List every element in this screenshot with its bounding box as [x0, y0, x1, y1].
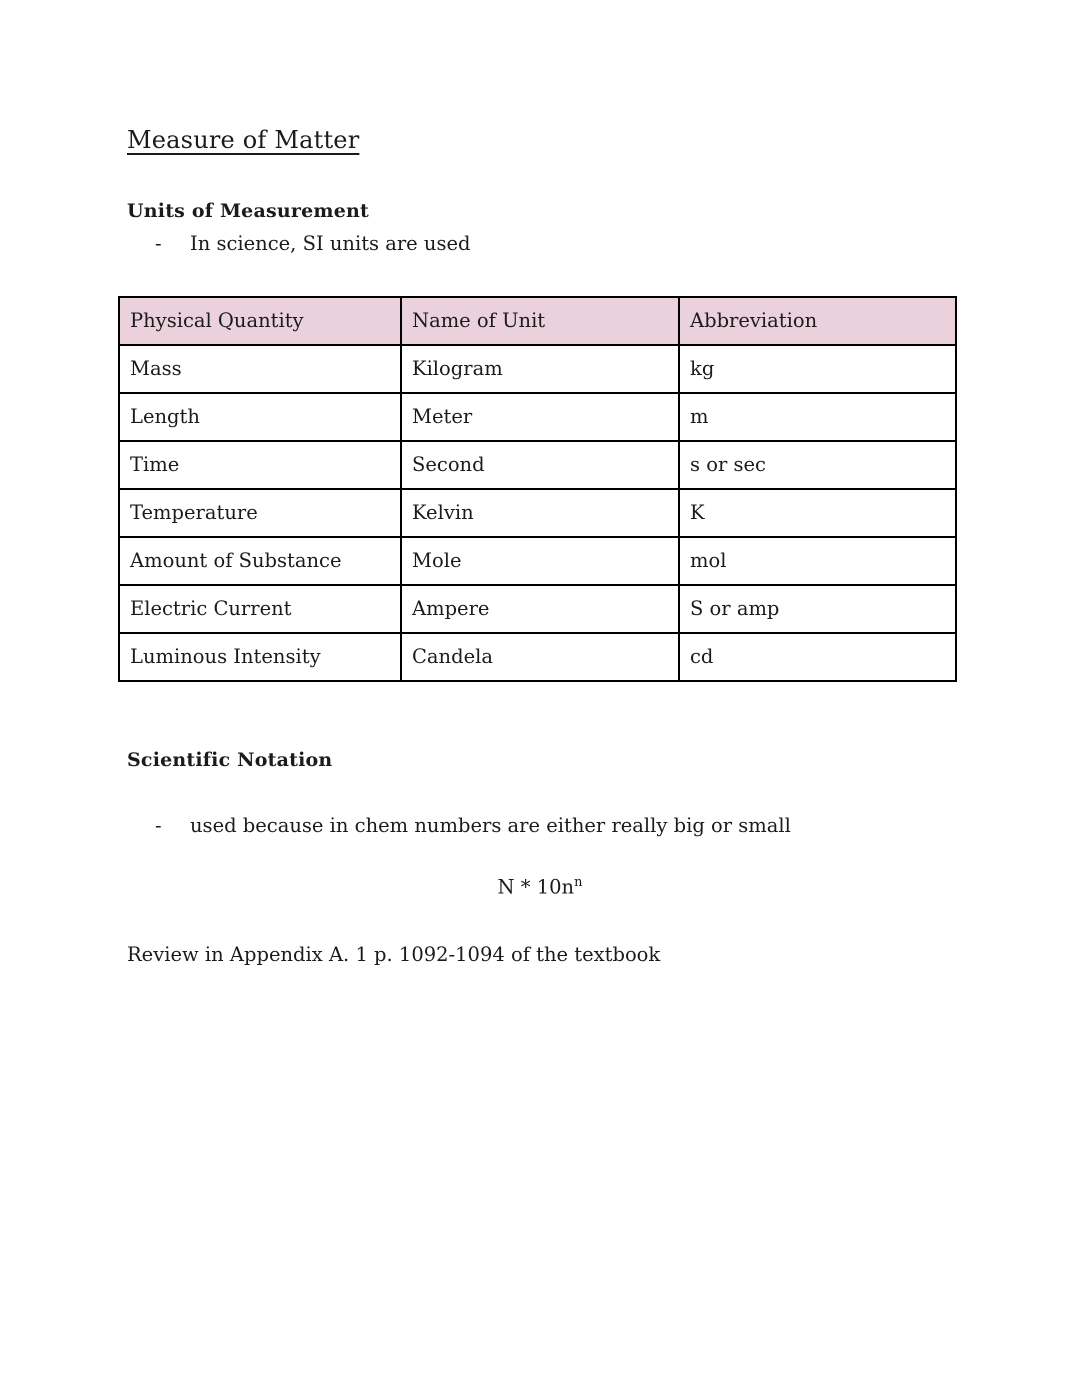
header-physical-quantity: Physical Quantity	[119, 297, 401, 345]
table-row	[119, 441, 956, 489]
scientific-notation-formula	[0, 875, 1080, 899]
table-cell: K	[679, 489, 956, 537]
table-cell: Mole	[401, 537, 679, 585]
scientific-notation-heading: Scientific Notation	[127, 749, 333, 771]
units-bullet-text: In science, SI units are used	[190, 232, 471, 255]
table-cell: S or amp	[679, 585, 956, 633]
table-cell: Candela	[401, 633, 679, 681]
formula-base: N * 10n	[497, 875, 575, 899]
table-cell: s or sec	[679, 441, 956, 489]
table-cell: Luminous Intensity	[119, 633, 401, 681]
table-cell: Kilogram	[401, 345, 679, 393]
table-cell: Temperature	[119, 489, 401, 537]
table-cell: Ampere	[401, 585, 679, 633]
bullet-dash: -	[155, 814, 162, 837]
review-note: Review in Appendix A. 1 p. 1092-1094 of the textbook	[127, 943, 661, 966]
si-units-table	[118, 296, 957, 682]
table-cell: Meter	[401, 393, 679, 441]
table-header-row	[119, 297, 956, 345]
table-row	[119, 345, 956, 393]
table-row	[119, 489, 956, 537]
table-cell: mol	[679, 537, 956, 585]
formula-exponent: n	[574, 875, 583, 890]
units-bullet-item	[155, 232, 471, 255]
table-cell: m	[679, 393, 956, 441]
table-cell: Electric Current	[119, 585, 401, 633]
table-cell: Kelvin	[401, 489, 679, 537]
header-name-of-unit: Name of Unit	[401, 297, 679, 345]
table-cell: Time	[119, 441, 401, 489]
scientific-notation-bullet-text: used because in chem numbers are either really big or small	[190, 814, 791, 837]
table-row	[119, 393, 956, 441]
page-title: Measure of Matter	[127, 126, 360, 154]
table-cell: Length	[119, 393, 401, 441]
table-row	[119, 585, 956, 633]
table-cell: Second	[401, 441, 679, 489]
table-cell: cd	[679, 633, 956, 681]
scientific-notation-bullet-item	[155, 814, 791, 837]
bullet-dash: -	[155, 232, 162, 255]
units-of-measurement-heading: Units of Measurement	[127, 200, 369, 222]
header-abbreviation: Abbreviation	[679, 297, 956, 345]
table-cell: Mass	[119, 345, 401, 393]
table-cell: kg	[679, 345, 956, 393]
table-cell: Amount of Substance	[119, 537, 401, 585]
table-row	[119, 633, 956, 681]
table-row	[119, 537, 956, 585]
